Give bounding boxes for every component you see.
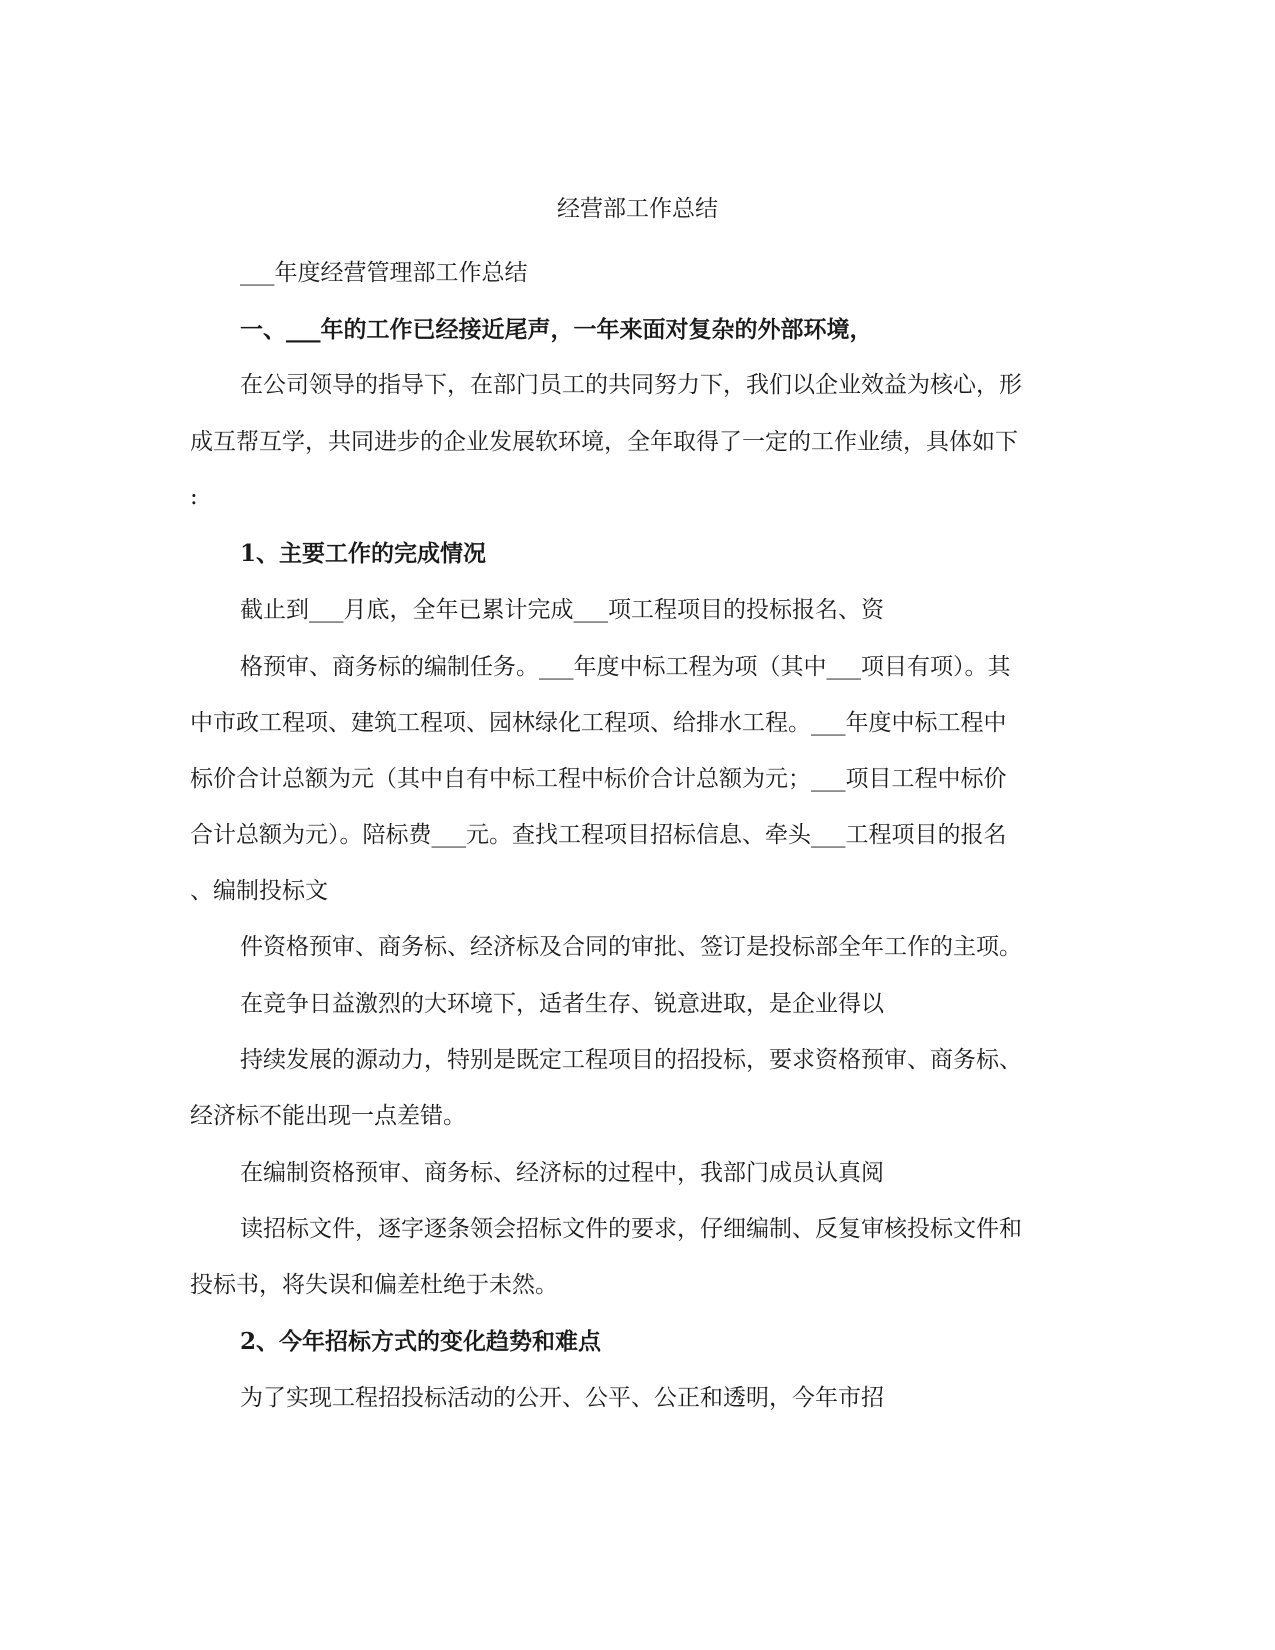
paragraph-line: 件资格预审、商务标、经济标及合同的审批、签订是投标部全年工作的主项。 xyxy=(240,934,1022,960)
paragraph-line: 在编制资格预审、商务标、经济标的过程中，我部门成员认真阅 xyxy=(240,1160,884,1186)
paragraph-line: 读招标文件，逐字逐条领会招标文件的要求，仔细编制、反复审核投标文件和 xyxy=(240,1216,1022,1242)
heading-1: 一、___年的工作已经接近尾声，一年来面对复杂的外部环境， xyxy=(240,316,873,343)
paragraph-line: 经济标不能出现一点差错。 xyxy=(190,1103,466,1129)
paragraph-line: 成互帮互学，共同进步的企业发展软环境，全年取得了一定的工作业绩，具体如下 xyxy=(190,429,1018,455)
paragraph-line: 投标书，将失误和偏差杜绝于未然。 xyxy=(190,1272,558,1298)
paragraph-line: : xyxy=(190,484,198,510)
paragraph-line: 持续发展的源动力，特别是既定工程项目的招投标，要求资格预审、商务标、 xyxy=(240,1047,1022,1073)
document-title: 经营部工作总结 xyxy=(557,196,718,222)
paragraph-line: 为了实现工程招投标活动的公开、公平、公正和透明，今年市招 xyxy=(240,1385,884,1411)
paragraph-line: 截止到___月底，全年已累计完成___项工程项目的投标报名、资 xyxy=(240,597,884,623)
document-subtitle: ___年度经营管理部工作总结 xyxy=(240,260,528,286)
section-heading-2: 2、今年招标方式的变化趋势和难点 xyxy=(240,1328,602,1355)
paragraph-line: 标价合计总额为元（其中自有中标工程中标价合计总额为元；___项目工程中标价 xyxy=(190,766,1007,792)
paragraph-line: 在竞争日益激烈的大环境下，适者生存、锐意进取，是企业得以 xyxy=(240,991,884,1017)
paragraph-line: 格预审、商务标的编制任务。___年度中标工程为项（其中___项目有项）。其 xyxy=(240,654,1011,680)
paragraph-line: 中市政工程项、建筑工程项、园林绿化工程项、给排水工程。___年度中标工程中 xyxy=(190,710,1007,736)
section-heading-1: 1、主要工作的完成情况 xyxy=(240,540,487,567)
paragraph-line: 、编制投标文 xyxy=(190,878,328,904)
paragraph-line: 在公司领导的指导下，在部门员工的共同努力下，我们以企业效益为核心，形 xyxy=(240,372,1022,398)
paragraph-line: 合计总额为元）。陪标费___元。查找工程项目招标信息、牵头___工程项目的报名 xyxy=(190,822,1007,848)
